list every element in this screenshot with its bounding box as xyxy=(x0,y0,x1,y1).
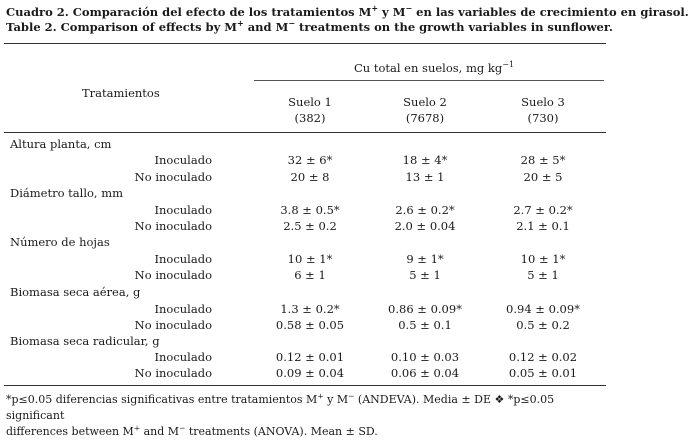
table-cell: 0.09 ± 0.04 xyxy=(275,366,345,380)
column-header-suelo-3: Suelo 3 xyxy=(521,95,565,109)
treatment-label: Inoculado xyxy=(154,153,212,167)
table-cell: 20 ± 8 xyxy=(290,170,330,184)
bottom-rule xyxy=(4,385,606,386)
variable-label: Número de hojas xyxy=(10,235,110,249)
header-bottom-rule xyxy=(4,132,606,133)
top-rule xyxy=(4,43,606,44)
treatment-label: No inoculado xyxy=(134,219,212,233)
table-cell: 28 ± 5* xyxy=(520,153,566,167)
table-cell: 3.8 ± 0.5* xyxy=(280,203,340,217)
table-cell: 2.6 ± 0.2* xyxy=(395,203,455,217)
column-header-suelo-1: Suelo 1 xyxy=(288,95,332,109)
footnote-line-2: differences between M+ and M− treatments (ANOVA). Mean ± SD. xyxy=(6,423,378,438)
table-cell: 32 ± 6* xyxy=(287,153,333,167)
treatment-label: No inoculado xyxy=(134,318,212,332)
caption-english: Table 2. Comparison of effects by M+ and M− treatments on the growth variables in sunflower. xyxy=(6,18,613,34)
table-cell: 20 ± 5 xyxy=(523,170,563,184)
table-cell: 0.10 ± 0.03 xyxy=(390,350,460,364)
table-cell: 0.94 ± 0.09* xyxy=(506,302,580,316)
table-cell: 0.5 ± 0.1 xyxy=(398,318,452,332)
footnote-line-1: *p≤0.05 diferencias significativas entre tratamientos M+ y M− (ANDEVA). Media ± DE ❖ *p≤0.05 significant xyxy=(6,391,555,422)
table-cell: 1.3 ± 0.2* xyxy=(280,302,340,316)
table-cell: 0.5 ± 0.2 xyxy=(516,318,570,332)
cu-total-header: Cu total en suelos, mg $kg^{-1}$ xyxy=(353,60,515,75)
treatment-label: Inoculado xyxy=(154,350,212,364)
column-value-suelo-1: (382) xyxy=(294,111,326,125)
table-cell: 13 ± 1 xyxy=(405,170,445,184)
treatment-label: No inoculado xyxy=(134,268,212,282)
table-cell: 10 ± 1* xyxy=(287,252,333,266)
treatment-label: Inoculado xyxy=(154,302,212,316)
table-cell: 2.0 ± 0.04 xyxy=(394,219,456,233)
table-footnote xyxy=(6,392,608,440)
variable-label: Altura planta, cm xyxy=(10,137,112,151)
variable-label: Biomasa seca radicular, g xyxy=(10,334,160,348)
column-value-suelo-2: (7678) xyxy=(405,111,445,125)
table-cell: 2.1 ± 0.1 xyxy=(516,219,570,233)
variable-label: Diámetro tallo, mm xyxy=(10,186,124,200)
table-cell: 0.12 ± 0.02 xyxy=(508,350,578,364)
table-cell: 18 ± 4* xyxy=(402,153,448,167)
table-cell: 9 ± 1* xyxy=(406,252,444,266)
treatment-label: No inoculado xyxy=(134,170,212,184)
table-cell: 2.5 ± 0.2 xyxy=(283,219,337,233)
treatment-label: Inoculado xyxy=(154,252,212,266)
table-cell: 5 ± 1 xyxy=(527,268,559,282)
table-cell: 0.58 ± 0.05 xyxy=(275,318,345,332)
table-cell: 0.12 ± 0.01 xyxy=(275,350,345,364)
column-value-suelo-3: (730) xyxy=(527,111,559,125)
table-cell: 5 ± 1 xyxy=(409,268,441,282)
table-caption xyxy=(6,3,689,35)
column-header-suelo-2: Suelo 2 xyxy=(403,95,447,109)
header-spanner-rule xyxy=(254,80,604,81)
table-cell: 10 ± 1* xyxy=(520,252,566,266)
treatment-label: Inoculado xyxy=(154,203,212,217)
table-cell: 0.05 ± 0.01 xyxy=(508,366,578,380)
treatment-label: No inoculado xyxy=(134,366,212,380)
caption-spanish: Cuadro 2. Comparación del efecto de los tratamientos M+ y M− en las variables de crecimiento en girasol. xyxy=(6,3,689,19)
treatments-header: Tratamientos xyxy=(82,86,160,100)
variable-label: Biomasa seca aérea, g xyxy=(10,285,141,299)
table-cell: 0.06 ± 0.04 xyxy=(390,366,460,380)
table-cell: 6 ± 1 xyxy=(294,268,326,282)
table-cell: 0.86 ± 0.09* xyxy=(388,302,462,316)
table-cell: 2.7 ± 0.2* xyxy=(513,203,573,217)
